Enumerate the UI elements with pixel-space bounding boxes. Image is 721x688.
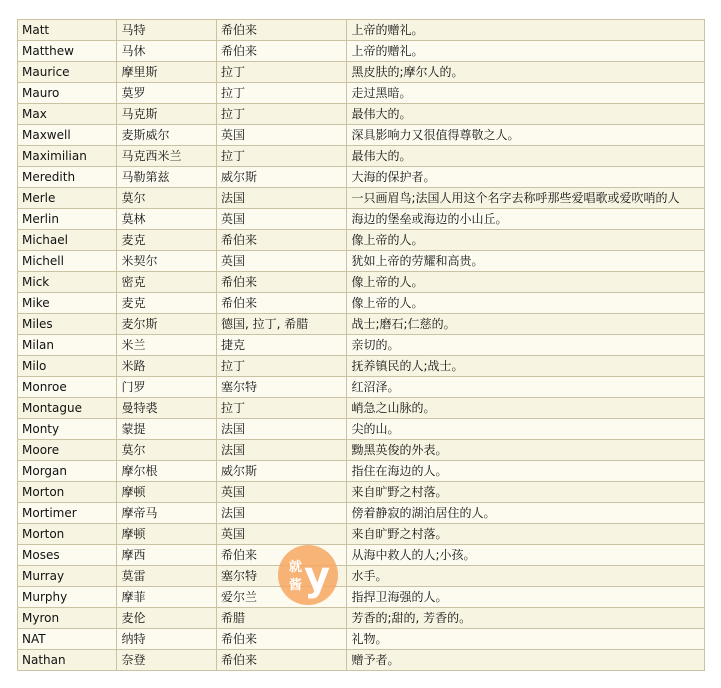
meaning-cell: 来自旷野之村落。 (347, 524, 705, 545)
watermark-char-bottom: 酱 (289, 578, 303, 593)
chinese-name-cell: 马克西米兰 (117, 146, 216, 167)
table-row (18, 545, 705, 566)
chinese-name-cell: 莫尔 (117, 188, 216, 209)
english-name-cell: Matt (18, 20, 117, 41)
table-row (18, 524, 705, 545)
meaning-cell: 走过黑暗。 (347, 83, 705, 104)
chinese-name-cell: 麦尔斯 (117, 314, 216, 335)
table-row (18, 230, 705, 251)
english-name-cell: Maximilian (18, 146, 117, 167)
origin-cell: 拉丁 (216, 398, 347, 419)
origin-cell: 拉丁 (216, 62, 347, 83)
table-row (18, 377, 705, 398)
origin-cell: 希伯来 (216, 230, 347, 251)
names-table-body (18, 20, 705, 671)
origin-cell: 希伯来 (216, 20, 347, 41)
meaning-cell: 上帝的赠礼。 (347, 20, 705, 41)
english-name-cell: Milo (18, 356, 117, 377)
english-name-cell: Mick (18, 272, 117, 293)
table-row (18, 440, 705, 461)
english-name-cell: Monroe (18, 377, 117, 398)
meaning-cell: 黑皮肤的;摩尔人的。 (347, 62, 705, 83)
chinese-name-cell: 纳特 (117, 629, 216, 650)
watermark-letter: y (304, 554, 331, 600)
table-row (18, 650, 705, 671)
chinese-name-cell: 摩顿 (117, 482, 216, 503)
english-name-cell: NAT (18, 629, 117, 650)
meaning-cell: 从海中救人的人;小孩。 (347, 545, 705, 566)
table-row (18, 209, 705, 230)
origin-cell: 威尔斯 (216, 167, 347, 188)
origin-cell: 希腊 (216, 608, 347, 629)
table-row (18, 62, 705, 83)
chinese-name-cell: 摩顿 (117, 524, 216, 545)
english-name-cell: Morton (18, 482, 117, 503)
english-name-cell: Miles (18, 314, 117, 335)
meaning-cell: 芳香的;甜的, 芳香的。 (347, 608, 705, 629)
chinese-name-cell: 摩西 (117, 545, 216, 566)
meaning-cell: 犹如上帝的劳耀和高贵。 (347, 251, 705, 272)
meaning-cell: 一只画眉鸟;法国人用这个名字去称呼那些爱唱歌或爱吹哨的人 (347, 188, 705, 209)
english-name-cell: Murray (18, 566, 117, 587)
chinese-name-cell: 米兰 (117, 335, 216, 356)
meaning-cell: 大海的保护者。 (347, 167, 705, 188)
english-name-cell: Moore (18, 440, 117, 461)
table-row (18, 41, 705, 62)
chinese-name-cell: 摩里斯 (117, 62, 216, 83)
meaning-cell: 深具影响力又很值得尊敬之人。 (347, 125, 705, 146)
origin-cell: 法国 (216, 188, 347, 209)
english-name-cell: Moses (18, 545, 117, 566)
meaning-cell: 上帝的赠礼。 (347, 41, 705, 62)
table-row (18, 461, 705, 482)
origin-cell: 德国, 拉丁, 希腊 (216, 314, 347, 335)
chinese-name-cell: 摩尔根 (117, 461, 216, 482)
meaning-cell: 亲切的。 (347, 335, 705, 356)
origin-cell: 希伯来 (216, 41, 347, 62)
origin-cell: 英国 (216, 482, 347, 503)
origin-cell: 希伯来 (216, 545, 347, 566)
origin-cell: 希伯来 (216, 650, 347, 671)
chinese-name-cell: 麦克 (117, 293, 216, 314)
chinese-name-cell: 莫尔 (117, 440, 216, 461)
origin-cell: 捷克 (216, 335, 347, 356)
origin-cell: 英国 (216, 251, 347, 272)
chinese-name-cell: 奈登 (117, 650, 216, 671)
origin-cell: 英国 (216, 524, 347, 545)
origin-cell: 爱尔兰 (216, 587, 347, 608)
english-name-cell: Myron (18, 608, 117, 629)
meaning-cell: 水手。 (347, 566, 705, 587)
meaning-cell: 海边的堡垒或海边的小山丘。 (347, 209, 705, 230)
meaning-cell: 峭急之山脉的。 (347, 398, 705, 419)
origin-cell: 拉丁 (216, 104, 347, 125)
meaning-cell: 像上帝的人。 (347, 293, 705, 314)
origin-cell: 塞尔特 (216, 377, 347, 398)
table-row (18, 608, 705, 629)
origin-cell: 希伯来 (216, 629, 347, 650)
chinese-name-cell: 莫雷 (117, 566, 216, 587)
english-name-cell: Monty (18, 419, 117, 440)
chinese-name-cell: 莫罗 (117, 83, 216, 104)
table-row (18, 146, 705, 167)
chinese-name-cell: 麦伦 (117, 608, 216, 629)
meaning-cell: 尖的山。 (347, 419, 705, 440)
english-name-cell: Morton (18, 524, 117, 545)
table-row (18, 629, 705, 650)
watermark-logo (277, 544, 339, 606)
english-name-cell: Maxwell (18, 125, 117, 146)
meaning-cell: 最伟大的。 (347, 146, 705, 167)
origin-cell: 拉丁 (216, 83, 347, 104)
english-name-cell: Michell (18, 251, 117, 272)
origin-cell: 法国 (216, 440, 347, 461)
origin-cell: 法国 (216, 503, 347, 524)
english-name-cell: Mortimer (18, 503, 117, 524)
chinese-name-cell: 米路 (117, 356, 216, 377)
chinese-name-cell: 马勒第兹 (117, 167, 216, 188)
chinese-name-cell: 米契尔 (117, 251, 216, 272)
chinese-name-cell: 蒙提 (117, 419, 216, 440)
origin-cell: 威尔斯 (216, 461, 347, 482)
meaning-cell: 最伟大的。 (347, 104, 705, 125)
table-row (18, 398, 705, 419)
chinese-name-cell: 摩帝马 (117, 503, 216, 524)
meaning-cell: 指捍卫海强的人。 (347, 587, 705, 608)
english-name-cell: Maurice (18, 62, 117, 83)
english-name-cell: Milan (18, 335, 117, 356)
meaning-cell: 像上帝的人。 (347, 272, 705, 293)
chinese-name-cell: 马克斯 (117, 104, 216, 125)
table-row (18, 566, 705, 587)
table-row (18, 20, 705, 41)
chinese-name-cell: 曼特裘 (117, 398, 216, 419)
names-table (17, 19, 705, 671)
english-name-cell: Morgan (18, 461, 117, 482)
table-row (18, 503, 705, 524)
english-name-cell: Merlin (18, 209, 117, 230)
meaning-cell: 抚养镇民的人;战士。 (347, 356, 705, 377)
meaning-cell: 傍着静寂的湖泊居住的人。 (347, 503, 705, 524)
origin-cell: 英国 (216, 209, 347, 230)
table-row (18, 272, 705, 293)
meaning-cell: 黝黑英俊的外表。 (347, 440, 705, 461)
chinese-name-cell: 门罗 (117, 377, 216, 398)
table-row (18, 104, 705, 125)
english-name-cell: Merle (18, 188, 117, 209)
english-name-cell: Meredith (18, 167, 117, 188)
chinese-name-cell: 莫林 (117, 209, 216, 230)
meaning-cell: 礼物。 (347, 629, 705, 650)
english-name-cell: Montague (18, 398, 117, 419)
english-name-cell: Nathan (18, 650, 117, 671)
table-row (18, 482, 705, 503)
table-row (18, 587, 705, 608)
english-name-cell: Mike (18, 293, 117, 314)
chinese-name-cell: 马休 (117, 41, 216, 62)
english-name-cell: Max (18, 104, 117, 125)
table-row (18, 251, 705, 272)
table-row (18, 335, 705, 356)
table-row (18, 293, 705, 314)
english-name-cell: Matthew (18, 41, 117, 62)
english-name-cell: Murphy (18, 587, 117, 608)
chinese-name-cell: 马特 (117, 20, 216, 41)
origin-cell: 希伯来 (216, 272, 347, 293)
table-row (18, 314, 705, 335)
origin-cell: 拉丁 (216, 356, 347, 377)
origin-cell: 希伯来 (216, 293, 347, 314)
origin-cell: 英国 (216, 125, 347, 146)
meaning-cell: 指住在海边的人。 (347, 461, 705, 482)
meaning-cell: 战士;磨石;仁慈的。 (347, 314, 705, 335)
meaning-cell: 赠予者。 (347, 650, 705, 671)
table-row (18, 83, 705, 104)
chinese-name-cell: 摩菲 (117, 587, 216, 608)
meaning-cell: 像上帝的人。 (347, 230, 705, 251)
meaning-cell: 红沼泽。 (347, 377, 705, 398)
table-row (18, 356, 705, 377)
origin-cell: 法国 (216, 419, 347, 440)
english-name-cell: Michael (18, 230, 117, 251)
watermark-char-top: 就 (289, 560, 303, 575)
table-row (18, 125, 705, 146)
table-row (18, 167, 705, 188)
chinese-name-cell: 密克 (117, 272, 216, 293)
chinese-name-cell: 麦斯威尔 (117, 125, 216, 146)
table-row (18, 188, 705, 209)
origin-cell: 塞尔特 (216, 566, 347, 587)
meaning-cell: 来自旷野之村落。 (347, 482, 705, 503)
chinese-name-cell: 麦克 (117, 230, 216, 251)
table-row (18, 419, 705, 440)
english-name-cell: Mauro (18, 83, 117, 104)
origin-cell: 拉丁 (216, 146, 347, 167)
